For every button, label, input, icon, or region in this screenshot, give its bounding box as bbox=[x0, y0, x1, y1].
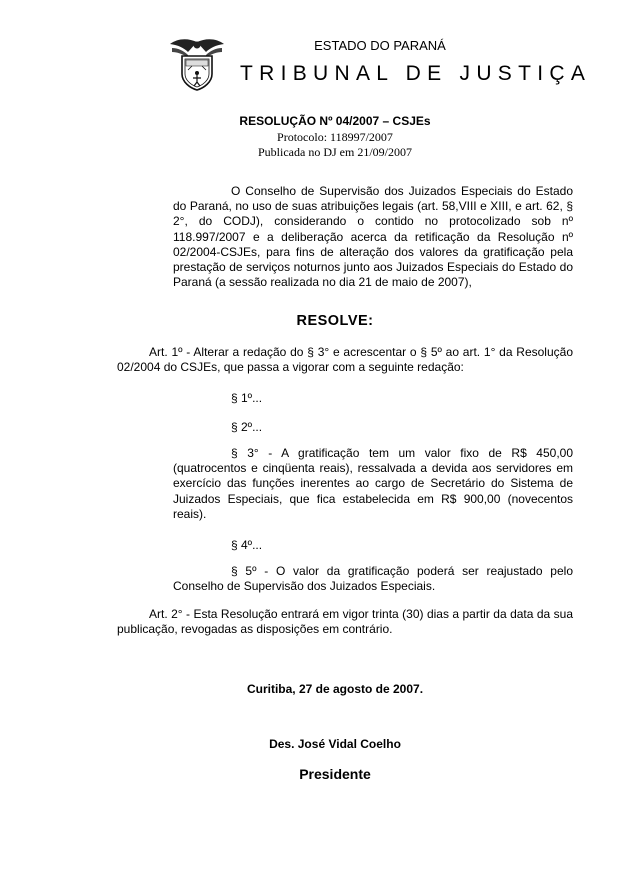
paragraph-1: § 1º... bbox=[231, 391, 263, 405]
article-2: Art. 2° - Esta Resolução entrará em vigor trinta (30) dias a partir da data da sua publicação, revogadas as disposições em contrário. bbox=[117, 607, 573, 637]
signer-role: Presidente bbox=[299, 766, 371, 782]
paragraph-3: § 3° - A gratificação tem um valor fixo de R$ 450,00 (quatrocentos e cinqüenta reais), ressalvada a devida aos servidores em exercício das funções inerentes ao cargo de Secretário do Sistema de Juizados Especiais, que fica estabelecida em R$ 900,00 (novecentos reais). bbox=[173, 446, 573, 521]
article-1: Art. 1º - Alterar a redação do § 3° e acrescentar o § 5º ao art. 1° da Resolução 02/2004 do CSJEs, que passa a vigorar com a seguinte redação: bbox=[117, 345, 573, 375]
paragraph-4: § 4º... bbox=[231, 538, 263, 552]
resolve-heading: RESOLVE: bbox=[296, 313, 374, 329]
preamble-paragraph: O Conselho de Supervisão dos Juizados Especiais do Estado do Paraná, no uso de suas atribuições legais (art. 58,VIII e XIII, e art. 62, § 2°, do CODJ), considerando o contido no protocolizado sob nº 118.997/2007 e a deliberação acerca da retificação da Resolução nº 02/2004-CSJEs, para fins de alteração dos valores da gratificação pela prestação de serviços noturnos junto aos Juizados Especiais do Estado do Paraná (a sessão realizada no dia 21 de maio de 2007), bbox=[173, 184, 573, 290]
tribunal-heading: TRIBUNAL DE JUSTIÇA bbox=[240, 62, 592, 85]
state-heading: ESTADO DO PARANÁ bbox=[314, 38, 446, 53]
place-date: Curitiba, 27 de agosto de 2007. bbox=[246, 682, 424, 696]
publication-line: Publicada no DJ em 21/09/2007 bbox=[258, 145, 412, 159]
paragraph-2: § 2º... bbox=[231, 420, 263, 434]
signer-name: Des. José Vidal Coelho bbox=[269, 737, 401, 751]
protocol-line: Protocolo: 118997/2007 bbox=[277, 130, 393, 144]
resolution-title: RESOLUÇÃO Nº 04/2007 – CSJEs bbox=[239, 114, 431, 128]
paragraph-5: § 5º - O valor da gratificação poderá ser reajustado pelo Conselho de Supervisão dos Juizados Especiais. bbox=[173, 564, 573, 594]
